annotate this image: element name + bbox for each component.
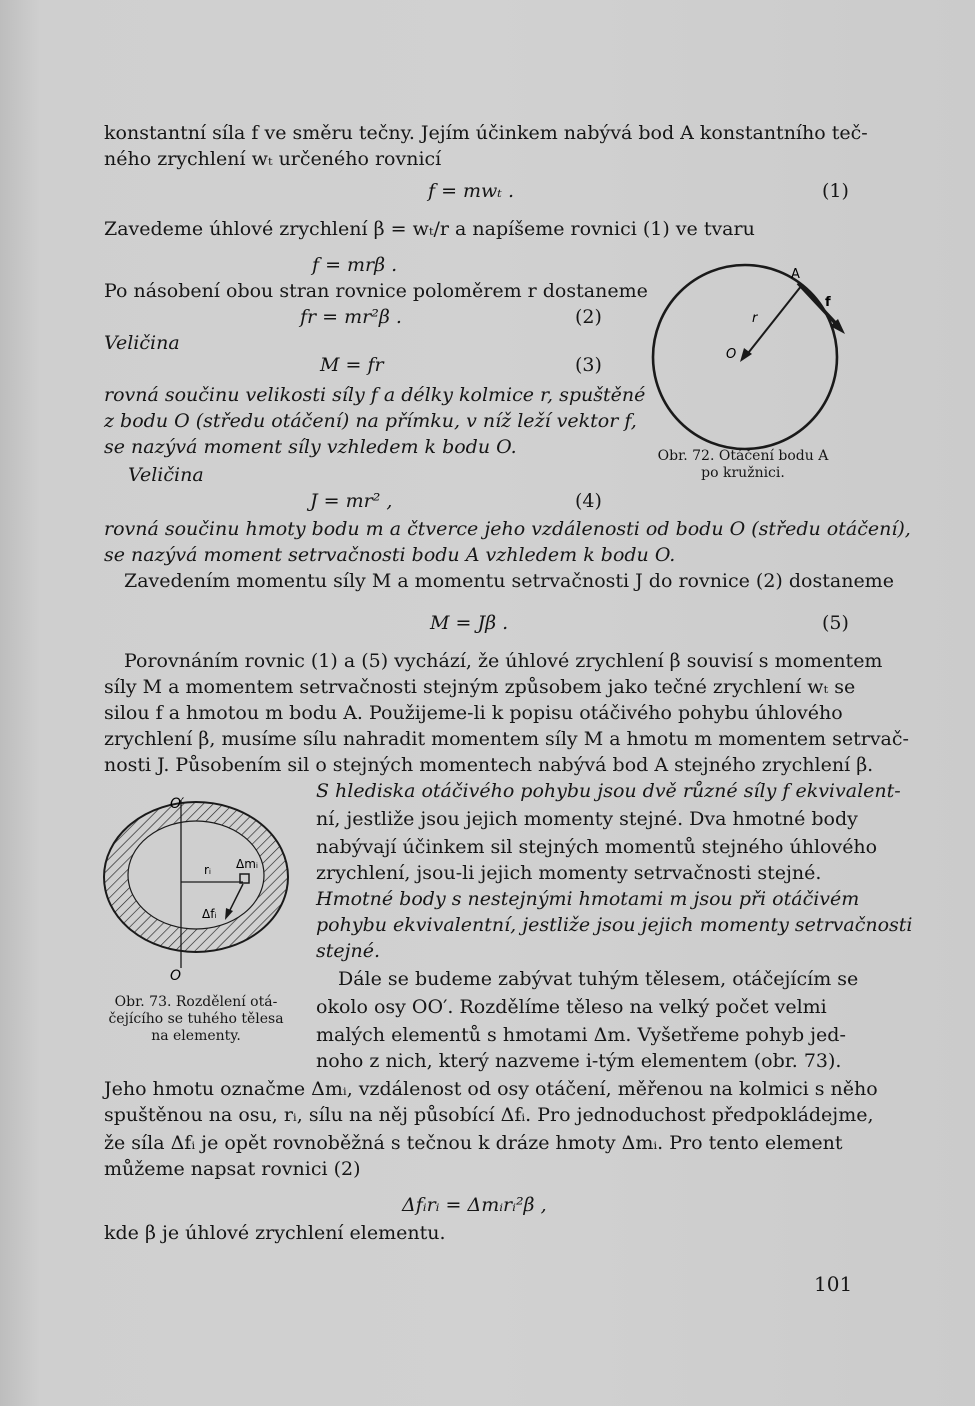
text-line: Zavedeme úhlové zrychlení β = wₜ/r a napíšeme rovnici (1) ve tvaru [104, 218, 755, 240]
equation: M = fr [320, 354, 384, 376]
text-line: se nazývá moment síly vzhledem k bodu O. [104, 436, 517, 458]
text-line: Hmotné body s nestejnými hmotami m jsou při otáčivém [316, 888, 860, 910]
text-line: Porovnáním rovnic (1) a (5) vychází, že úhlové zrychlení β souvisí s momentem [124, 650, 883, 672]
equation: Δfᵢrᵢ = Δmᵢrᵢ²β , [402, 1194, 547, 1216]
text-line: síly M a momentem setrvačnosti stejným způsobem jako tečné zrychlení wₜ se [104, 676, 856, 698]
text-line: silou f a hmotou m bodu A. Použijeme-li k popisu otáčivého pohybu úhlového [104, 702, 843, 724]
page-number: 101 [814, 1272, 853, 1296]
label-ri: rᵢ [204, 863, 212, 877]
text-line: ného zrychlení wₜ určeného rovnicí [104, 148, 442, 170]
label-dmi: Δmᵢ [236, 857, 259, 871]
figure-73 [98, 790, 303, 990]
text-line: se nazývá moment setrvačnosti bodu A vzhledem k bodu O. [104, 544, 676, 566]
text-line: noho z nich, který nazveme i-tým elementem (obr. 73). [316, 1050, 842, 1072]
label-O-prime: O′ [170, 796, 185, 812]
text-line: zrychlení β, musíme sílu nahradit momentem síly M a hmotu m momentem setrvač- [104, 728, 909, 750]
force-vector [798, 283, 840, 328]
fig73-caption-line2: čejícího se tuhého tělesa [108, 1011, 284, 1027]
equation: f = mrβ . [312, 254, 398, 276]
text-line: ní, jestliže jsou jejich momenty stejné. Dva hmotné body [316, 808, 858, 830]
text-line: rovná součinu velikosti síly f a délky kolmice r, spuštěné [104, 384, 646, 406]
equation-number: (4) [575, 490, 602, 512]
text-line: malých elementů s hmotami Δm. Vyšetřeme pohyb jed- [316, 1024, 846, 1046]
text-line: Veličina [104, 332, 180, 354]
label-O: O [726, 347, 737, 362]
text-line: Jeho hmotu označme Δmᵢ, vzdálenost od osy otáčení, měřenou na kolmici s něho [104, 1078, 878, 1100]
text-line: spuštěnou na osu, rᵢ, sílu na něj působící Δfᵢ. Pro jednoduchost předpokládejme, [104, 1104, 874, 1126]
text-line: můžeme napsat rovnici (2) [104, 1158, 361, 1180]
fig73-caption-line1: Obr. 73. Rozdělení otá- [114, 994, 278, 1010]
text-line: Po násobení obou stran rovnice poloměrem r dostaneme [104, 280, 648, 302]
figure-73-caption [96, 994, 296, 1045]
text-line: konstantní síla f ve směru tečny. Jejím účinkem nabývá bod A konstantního teč- [104, 122, 868, 144]
body-inner [128, 821, 264, 929]
label-dfi: Δfᵢ [202, 907, 217, 921]
text-line: že síla Δfᵢ je opět rovnoběžná s tečnou k dráze hmoty Δmᵢ. Pro tento element [104, 1132, 843, 1154]
text-line: S hlediska otáčivého pohybu jsou dvě různé síly f ekvivalent- [316, 780, 901, 802]
equation: f = mwₜ . [428, 180, 515, 202]
figure-72 [640, 250, 860, 460]
text-line: Veličina [128, 464, 204, 486]
text-line: Dále se budeme zabývat tuhým tělesem, otáčejícím se [338, 968, 859, 990]
label-r: r [752, 311, 758, 326]
label-O: O [170, 968, 182, 984]
text-line: stejné. [316, 940, 381, 962]
equation-number: (5) [822, 612, 849, 634]
fig72-caption-line2: po kružnici. [701, 465, 785, 481]
equation-number: (3) [575, 354, 602, 376]
text-line: pohybu ekvivalentní, jestliže jsou jejich momenty setrvačnosti [316, 914, 913, 936]
fig72-caption-line1: Obr. 72. Otáčení bodu A [657, 448, 829, 464]
equation-number: (2) [575, 306, 602, 328]
text-line: z bodu O (středu otáčení) na přímku, v níž leží vektor f, [104, 410, 637, 432]
equation: J = mr² , [310, 490, 393, 512]
equation: M = Jβ . [430, 612, 509, 634]
text-line: zrychlení, jsou-li jejich momenty setrvačnosti stejné. [316, 862, 822, 884]
fig73-caption-line3: na elementy. [151, 1028, 241, 1044]
text-line: nabývají účinkem sil stejných momentů stejného úhlového [316, 836, 878, 858]
figure-72-caption [628, 448, 858, 482]
label-f: f [825, 295, 831, 310]
text-line: okolo osy OO′. Rozdělíme těleso na velký počet velmi [316, 996, 827, 1018]
text-line: kde β je úhlové zrychlení elementu. [104, 1222, 446, 1244]
text-line: rovná součinu hmoty bodu m a čtverce jeho vzdálenosti od bodu O (středu otáčení), [104, 518, 911, 540]
text-line: nosti J. Působením sil o stejných momentech nabývá bod A stejného zrychlení β. [104, 754, 874, 776]
label-A: A [791, 267, 800, 282]
text-line: Zavedením momentu síly M a momentu setrvačnosti J do rovnice (2) dostaneme [124, 570, 894, 592]
equation-number: (1) [822, 180, 849, 202]
equation: fr = mr²β . [300, 306, 402, 328]
